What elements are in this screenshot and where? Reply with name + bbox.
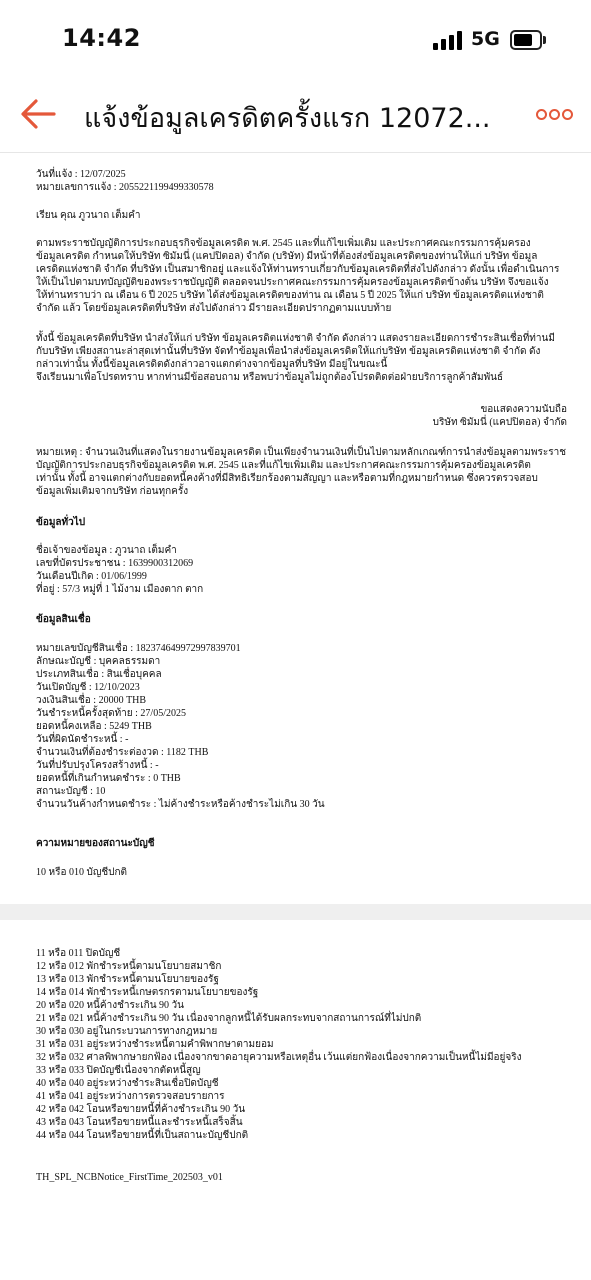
- credit-info-line: จำนวนวันค้างกำหนดชำระ : ไม่ค้างชำระหรือค้างชำระไม่เกิน 30 วัน: [36, 799, 325, 810]
- note-line: เท่านั้น ทั้งนี้ อาจแตกต่างกับยอดหนี้คงค้างที่มีสิทธิเรียกร้องตามสัญญา และหรือตามที่กฎหมายกำหนด ซึ่งควรตรวจสอบ: [36, 473, 538, 484]
- document-footer-code: TH_SPL_NCBNotice_FirstTime_202503_v01: [36, 1172, 223, 1183]
- status-meaning-line: 11 หรือ 011 ปิดบัญชี: [36, 948, 121, 959]
- paragraph-line: จำกัด แล้ว โดยข้อมูลเครดิตที่บริษัท ส่งไปดังกล่าว มีรายละเอียดปรากฏตามแบบท้าย: [36, 303, 392, 314]
- status-meaning-line: 13 หรือ 013 พักชำระหนี้ตามนโยบายของรัฐ: [36, 974, 219, 985]
- status-meaning-line: 21 หรือ 021 หนี้ค้างชำระเกิน 90 วัน เนื่องจากลูกหนี้ได้รับผลกระทบจากสถานการณ์ที่ไม่ปกติ: [36, 1013, 422, 1024]
- page-title: แจ้งข้อมูลเครดิตครั้งแรก 12072...: [84, 103, 491, 134]
- paragraph-line: ข้อมูลเครดิต กำหนดให้บริษัท ซิมัมนี่ (แคปปิตอล) จำกัด (บริษัท) มีหน้าที่ต้องส่งข้อมูลเครดิตของท่านให้แก่ บริษัท ข้อมูล: [36, 251, 538, 262]
- note-line: บัญญัติการประกอบธุรกิจข้อมูลเครดิต พ.ศ. 2545 และที่แก้ไขเพิ่มเติม และประกาศคณะกรรมการคุ้มครองข้อมูลเครดิต: [36, 460, 531, 471]
- section-heading-general: ข้อมูลทั่วไป: [36, 517, 86, 528]
- status-meaning-line: 41 หรือ 041 อยู่ระหว่างการตรวจสอบรายการ: [36, 1091, 225, 1102]
- notice-reference: หมายเลขการแจ้ง : 2055221199499330578: [36, 182, 214, 193]
- credit-info-line: วันเปิดบัญชี : 12/10/2023: [36, 682, 140, 693]
- status-meaning-line: 14 หรือ 014 พักชำระหนี้เกษตรกรตามนโยบายของรัฐ: [36, 987, 259, 998]
- status-meaning-line: 44 หรือ 044 โอนหรือขายหนี้ที่เป็นสถานะบัญชีปกติ: [36, 1130, 249, 1141]
- credit-info-line: ยอดหนี้ที่เกินกำหนดชำระ : 0 THB: [36, 773, 181, 784]
- signal-icon: [433, 30, 465, 50]
- credit-info-line: ลักษณะบัญชี : บุคคลธรรมดา: [36, 656, 161, 667]
- signature-company: บริษัท ซิมัมนี่ (แคปปิตอล) จำกัด: [432, 417, 567, 428]
- section-heading-status-meaning: ความหมายของสถานะบัญชี: [36, 838, 155, 849]
- paragraph-line: กับบริษัท เพียงสถานะล่าสุดเท่านั้นที่บริษัท จัดทำข้อมูลเพื่อนำส่งข้อมูลเครดิตให้แก่บริษัท ข้อมูลเครดิตแห่งชาติ จำกัด ดัง: [36, 346, 541, 357]
- status-meaning-line: 20 หรือ 020 หนี้ค้างชำระเกิน 90 วัน: [36, 1000, 184, 1011]
- signature-closing: ขอแสดงความนับถือ: [480, 404, 567, 415]
- letter-page-2: [0, 920, 591, 1280]
- status-bar: [0, 0, 591, 80]
- credit-info-line: วันที่ผิดนัดชำระหนี้ : -: [36, 734, 129, 745]
- paragraph-line: ทั้งนี้ ข้อมูลเครดิตที่บริษัท นำส่งให้แก่ บริษัท ข้อมูลเครดิตแห่งชาติ จำกัด ดังกล่าว แสดงรายละเอียดการชำระสินเชื่อที่ท่านมี: [36, 333, 555, 344]
- paragraph-line: เครดิตแห่งชาติ จำกัด ที่บริษัท เป็นสมาชิกอยู่ และแจ้งให้ท่านทราบเกี่ยวกับข้อมูลเครดิตที่ส่งไปดังกล่าว ดังนั้น เพื่อดำเนินการ: [36, 264, 560, 275]
- credit-info-line: จำนวนเงินที่ต้องชำระต่องวด : 1182 THB: [36, 747, 209, 758]
- general-info-line: เลขที่บัตรประชาชน : 1639900312069: [36, 558, 194, 569]
- general-info-line: ชื่อเจ้าของข้อมูล : ภูวนาถ เต็มคำ: [36, 545, 177, 556]
- credit-info-line: วันที่ปรับปรุงโครงสร้างหนี้ : -: [36, 760, 159, 771]
- greeting: เรียน คุณ ภูวนาถ เต็มคำ: [36, 210, 141, 221]
- page-separator: [0, 904, 591, 920]
- more-options-icon[interactable]: [536, 100, 576, 128]
- status-meaning-line: 30 หรือ 030 อยู่ในกระบวนการทางกฎหมาย: [36, 1026, 218, 1037]
- credit-info-line: ยอดหนี้คงเหลือ : 5249 THB: [36, 721, 152, 732]
- status-meaning-line: 42 หรือ 042 โอนหรือขายหนี้ที่ค้างชำระเกิน 90 วัน: [36, 1104, 246, 1115]
- credit-info-line: ประเภทสินเชื่อ : สินเชื่อบุคคล: [36, 669, 162, 680]
- letter-page-1: [0, 152, 591, 905]
- status-meaning-line: 10 หรือ 010 บัญชีปกติ: [36, 867, 128, 878]
- notice-date: วันที่แจ้ง : 12/07/2025: [36, 169, 126, 180]
- paragraph-line: จึงเรียนมาเพื่อโปรดทราบ หากท่านมีข้อสอบถาม หรือพบว่าข้อมูลไม่ถูกต้องโปรดติดต่อฝ่ายบริการลูกค้าสัมพันธ์: [36, 372, 504, 383]
- paragraph-line: กล่าวเท่านั้น ทั้งนี้ข้อมูลเครดิตดังกล่าวอาจแตกต่างจากข้อมูลที่บริษัท มีอยู่ในขณะนี้: [36, 359, 388, 370]
- status-meaning-line: 40 หรือ 040 อยู่ระหว่างชำระสินเชื่อปิดบัญชี: [36, 1078, 219, 1089]
- credit-info-line: วันชำระหนี้ครั้งสุดท้าย : 27/05/2025: [36, 708, 186, 719]
- status-meaning-line: 43 หรือ 043 โอนหรือขายหนี้และชำระหนี้เสร็จสิ้น: [36, 1117, 243, 1128]
- section-heading-credit: ข้อมูลสินเชื่อ: [36, 614, 91, 625]
- network-label: 5G: [471, 28, 500, 50]
- status-meaning-line: 31 หรือ 031 อยู่ระหว่างชำระหนี้ตามคำพิพากษาตามยอม: [36, 1039, 274, 1050]
- back-arrow-icon[interactable]: [18, 94, 58, 134]
- credit-info-line: สถานะบัญชี : 10: [36, 786, 106, 797]
- paragraph-line: ให้เป็นไปตามบทบัญญัติของพระราชบัญญัติ ตลอดจนประกาศคณะกรรมการคุ้มครองข้อมูลเครดิตข้างต้น บริษัท จึงขอแจ้ง: [36, 277, 549, 288]
- battery-icon: [510, 30, 542, 50]
- status-meaning-line: 12 หรือ 012 พักชำระหนี้ตามนโยบายสมาชิก: [36, 961, 222, 972]
- status-meaning-line: 32 หรือ 032 ศาลพิพากษายกฟ้อง เนื่องจากขาดอายุความหรือเหตุอื่น เว้นแต่ยกฟ้องเนื่องจากความเป็นหนี้ไม่มีอยู่จริง: [36, 1052, 522, 1063]
- general-info-line: วันเดือนปีเกิด : 01/06/1999: [36, 571, 147, 582]
- credit-info-line: วงเงินสินเชื่อ : 20000 THB: [36, 695, 147, 706]
- app-header: [0, 80, 591, 152]
- note-line: หมายเหตุ : จำนวนเงินที่แสดงในรายงานข้อมูลเครดิต เป็นเพียงจำนวนเงินที่เป็นไปตามหลักเกณฑ์การนำส่งข้อมูลตามพระราช: [36, 447, 566, 458]
- status-meaning-line: 33 หรือ 033 ปิดบัญชีเนื่องจากตัดหนี้สูญ: [36, 1065, 201, 1076]
- note-line: ข้อมูลเพิ่มเติมจากบริษัท ก่อนทุกครั้ง: [36, 486, 189, 497]
- paragraph-line: ตามพระราชบัญญัติการประกอบธุรกิจข้อมูลเครดิต พ.ศ. 2545 และที่แก้ไขเพิ่มเติม และประกาศคณะกรรมการคุ้มครอง: [36, 238, 531, 249]
- paragraph-line: ให้ท่านทราบว่า ณ เดือน 6 ปี 2025 บริษัท ได้ส่งข้อมูลเครดิตของท่าน ณ เดือน 5 ปี 2025 ให้แก่ บริษัท ข้อมูลเครดิตแห่งชาติ: [36, 290, 544, 301]
- credit-info-line: หมายเลขบัญชีสินเชื่อ : 182374649972997839701: [36, 643, 241, 654]
- status-time: 14:42: [62, 24, 141, 52]
- general-info-line: ที่อยู่ : 57/3 หมู่ที่ 1 ไม้งาม เมืองตาก ตาก: [36, 584, 204, 595]
